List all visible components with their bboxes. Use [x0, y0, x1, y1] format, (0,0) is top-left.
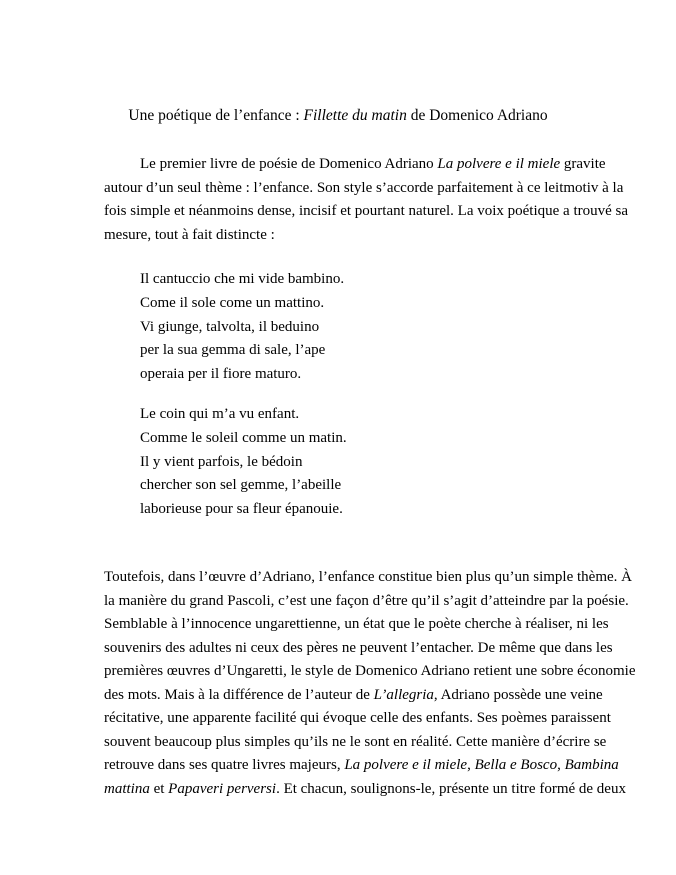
- poem-verse: operaia per il fiore maturo.: [140, 366, 302, 383]
- book-title: Bambina: [564, 757, 619, 773]
- book-title: Bella e Bosco: [474, 757, 558, 773]
- title-prefix: Une poétique de l’enfance :: [128, 107, 304, 124]
- paragraph-line: souvenirs des adultes ni ceux des pères ne peuvent l’entacher. De même que dans les: [104, 639, 613, 656]
- book-title: L’allegria: [373, 686, 434, 703]
- text-run: des mots. Mais à la différence de l’auteur de: [104, 686, 374, 703]
- paragraph-intro: [104, 153, 629, 247]
- text-run: ,: [557, 757, 565, 773]
- poem-verse: Come il sole come un mattino.: [140, 294, 325, 311]
- text-run: gravite: [560, 156, 606, 172]
- paragraph-body: [104, 566, 636, 801]
- poem-stanza-italian: [140, 268, 344, 387]
- text-run: , Adriano possède une veine: [433, 686, 603, 703]
- poem-verse: Le coin qui m’a vu enfant.: [140, 406, 300, 422]
- book-title: mattina: [104, 780, 150, 797]
- paragraph-line: récitative, une apparente facilité qui évoque celle des enfants. Ses poèmes paraissent: [104, 710, 611, 726]
- paragraph-line: autour d’un seul thème : l’enfance. Son style s’accorde parfaitement à ce leitmotiv à la: [104, 179, 624, 196]
- poem-verse: Vi giunge, talvolta, il beduino: [140, 318, 320, 335]
- poem-verse: Il cantuccio che mi vide bambino.: [140, 271, 345, 287]
- poem-verse: chercher son sel gemme, l’abeille: [140, 477, 342, 494]
- poem-stanza-french: [140, 403, 347, 522]
- poem-verse: per la sua gemma di sale, l’ape: [140, 342, 326, 359]
- text-run: Le premier livre de poésie de Domenico Adriano: [140, 156, 438, 172]
- paragraph-line: mesure, tout à fait distincte :: [104, 226, 275, 243]
- paragraph-line: [104, 778, 626, 802]
- book-title: Papaveri perversi: [168, 780, 277, 797]
- paragraph-line: fois simple et néanmoins dense, incisif et pourtant naturel. La voix poétique a trouvé sa: [104, 203, 629, 219]
- book-title: La polvere e il miele: [437, 156, 561, 172]
- text-run: ,: [467, 757, 475, 773]
- paragraph-line: souvent beaucoup plus simples qu’ils ne le sont en réalité. Cette manière d’écrire se: [104, 733, 607, 750]
- poem-verse: Comme le soleil comme un matin.: [140, 429, 347, 446]
- paragraph-line: la manière du grand Pascoli, c’est une façon d’être qu’il s’agit d’atteindre par la poésie.: [104, 592, 629, 609]
- paragraph-line: [104, 754, 619, 778]
- title-suffix: de Domenico Adriano: [406, 107, 548, 124]
- paragraph-line: Semblable à l’innocence ungarettienne, un état que le poète cherche à réaliser, ni les: [104, 616, 609, 632]
- text-run: et: [149, 780, 169, 797]
- paragraph-line: [104, 684, 603, 708]
- paragraph-line: [104, 153, 606, 177]
- poem-verse: laborieuse pour sa fleur épanouie.: [140, 501, 343, 518]
- text-run: retrouve dans ses quatre livres majeurs,: [104, 757, 345, 773]
- poem-verse: Il y vient parfois, le bédoin: [140, 453, 303, 470]
- text-run: . Et chacun, soulignons-le, présente un titre formé de deux: [276, 780, 626, 797]
- title-italic: Fillette du matin: [303, 107, 407, 124]
- paragraph-line: premières œuvres d’Ungaretti, le style de Domenico Adriano retient une sobre économie: [104, 663, 636, 679]
- book-title: La polvere e il miele: [344, 757, 468, 773]
- article-title: [0, 106, 676, 126]
- paragraph-line: Toutefois, dans l’œuvre d’Adriano, l’enfance constitue bien plus qu’un simple thème. À: [104, 569, 632, 585]
